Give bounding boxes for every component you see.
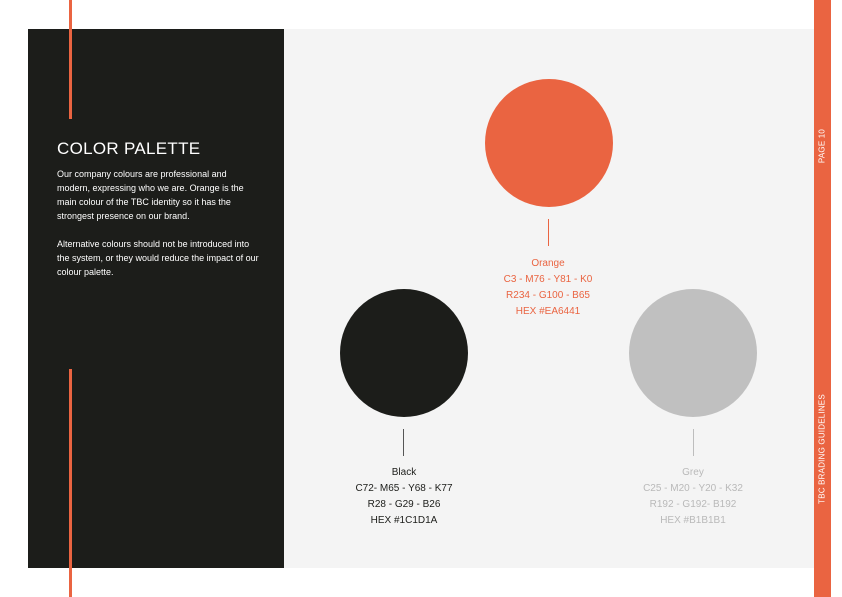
black-label [324,465,484,529]
black-cmyk: C72- M65 - Y68 - K77 [355,483,453,494]
dark-intro-panel [28,29,284,568]
page-title: COLOR PALETTE [57,139,201,158]
orange-rgb: R234 - G100 - B65 [506,290,590,301]
grey-label [613,465,773,529]
black-swatch [340,289,468,417]
accent-line-bottom [69,369,72,597]
intro-paragraph-2: Alternative colours should not be introduced into the system, or they would reduce the impact of our colour palette. [57,239,259,277]
grey-rgb: R192 - G192- B192 [649,499,737,510]
grey-stem [693,429,694,456]
orange-swatch [485,79,613,207]
orange-cmyk: C3 - M76 - Y81 - K0 [503,274,593,285]
grey-name: Grey [682,467,704,478]
grey-hex: HEX #B1B1B1 [660,515,726,526]
intro-paragraph-1: Our company colours are professional and modern, expressing who we are. Orange is the main colour of the TBC identity so it has the strongest presence on our brand. [57,169,244,221]
side-tab [814,0,831,597]
orange-hex: HEX #EA6441 [515,306,581,317]
orange-name: Orange [531,258,565,269]
orange-stem [548,219,549,246]
grey-cmyk: C25 - M20 - Y20 - K32 [643,483,743,494]
grey-swatch [629,289,757,417]
black-name: Black [391,467,417,478]
black-hex: HEX #1C1D1A [370,515,438,526]
black-stem [403,429,404,456]
guidelines-label: TBC BRADING GUIDELINES [817,394,827,504]
orange-label [468,256,628,320]
accent-line-top [69,0,72,119]
page-number: PAGE 10 [817,128,827,164]
black-rgb: R28 - G29 - B26 [367,499,441,510]
intro-text [57,167,262,279]
